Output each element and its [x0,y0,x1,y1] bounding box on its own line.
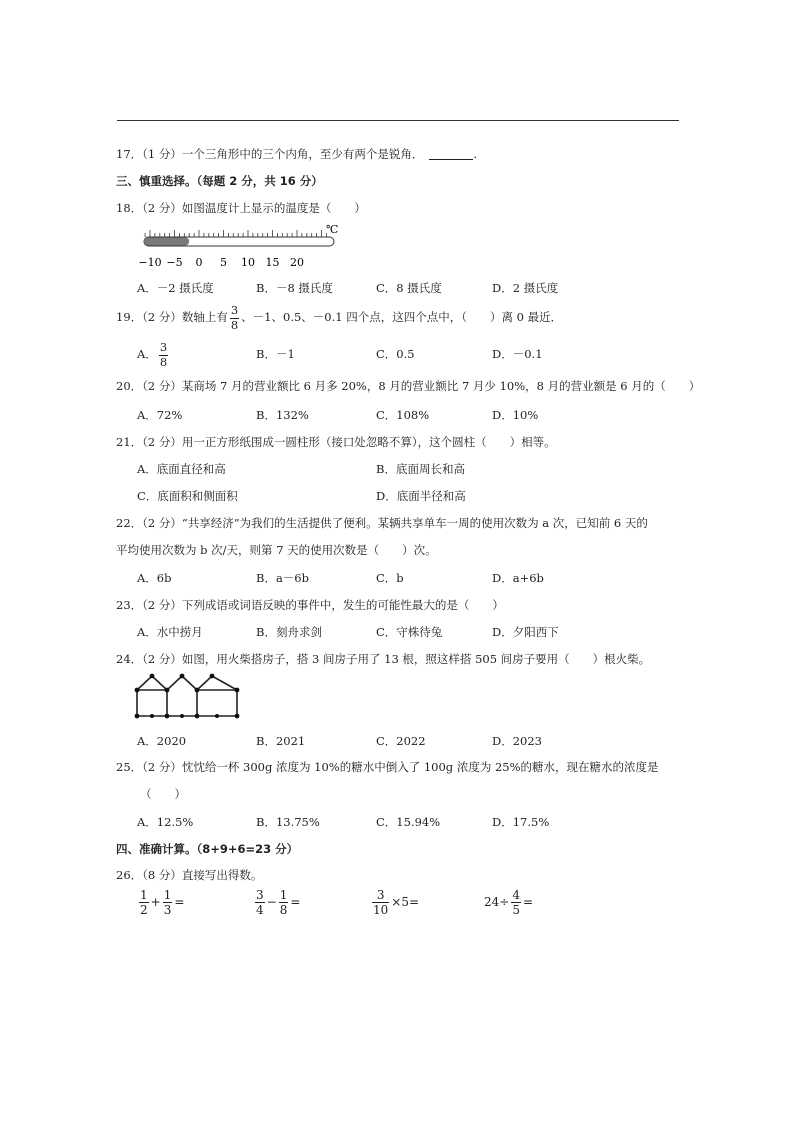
scale-label: −5 [166,256,183,269]
fraction-3-8: $\frac{3}{8}$ [230,303,239,332]
option-19-b[interactable]: B．－1 [256,347,295,361]
option-23-a[interactable]: A．水中捞月 [137,625,203,639]
question-17 [116,146,477,162]
option-23-d[interactable]: D．夕阳西下 [492,625,559,639]
option-18-d[interactable]: D．2 摄氏度 [492,281,559,295]
scale-label: 20 [290,256,304,269]
question-18: 18．（2 分）如图温度计上显示的温度是（ ） [116,201,366,215]
option-24-c[interactable]: C．2022 [376,734,426,748]
option-25-a[interactable]: A．12.5% [137,815,194,829]
option-20-a[interactable]: A．72% [137,408,183,422]
section-3-heading: 三、慎重选择。（每题 2 分，共 16 分） [116,174,323,188]
section-4-heading: 四、准确计算。（8+9+6=23 分） [116,842,299,856]
question-26: 26．（8 分）直接写出得数。 [116,868,263,882]
celsius-unit: ℃ [326,223,339,236]
option-20-d[interactable]: D．10% [492,408,539,422]
option-21-b[interactable]: B．底面周长和高 [376,462,465,476]
option-18-a[interactable]: A．－2 摄氏度 [137,281,214,295]
option-24-b[interactable]: B．2021 [256,734,306,748]
option-22-b[interactable]: B．a－6b [256,571,309,585]
question-25-line-1: 25．（2 分）忱忱给一杯 300g 浓度为 10%的糖水中倒入了 100g 浓度为 25%的糖水，现在糖水的浓度是 [116,760,659,774]
question-20: 20．（2 分）某商场 7 月的营业额比 6 月多 20%，8 月的营业额比 7 月少 10%，8 月的营业额是 6 月的（ ） [116,379,701,393]
option-22-d[interactable]: D．a+6b [492,571,544,585]
question-25-line-2: （ ） [140,787,186,801]
option-21-d[interactable]: D．底面半径和高 [376,489,466,503]
option-23-b[interactable]: B．刻舟求剑 [256,625,322,639]
question-17-text: 17．（1 分）一个三角形中的三个内角，至少有两个是锐角． [116,147,424,161]
calc-expression-3: $\frac{3}{10}$ ×5= [373,888,420,917]
question-24: 24．（2 分）如图，用火柴搭房子，搭 3 间房子用了 13 根，照这样搭 505 间房子要用（ ）根火柴。 [116,652,651,666]
thermometer-figure [134,222,344,274]
option-21-a[interactable]: A．底面直径和高 [137,462,226,476]
scale-label: 10 [241,256,255,269]
question-21: 21．（2 分）用一正方形纸围成一圆柱形（接口处忽略不算），这个圆柱（ ）相等。 [116,435,556,449]
scale-label: −10 [138,256,162,269]
option-18-b[interactable]: B．－8 摄氏度 [256,281,333,295]
calc-expression-4: 24÷ $\frac{4}{5}$ = [484,888,534,917]
option-20-b[interactable]: B．132% [256,408,309,422]
option-22-c[interactable]: C．b [376,571,404,585]
answer-blank[interactable] [429,147,473,160]
scale-label: 5 [220,256,227,269]
option-23-c[interactable]: C．守株待兔 [376,625,443,639]
option-22-a[interactable]: A．6b [137,571,172,585]
option-19-d[interactable]: D．－0.1 [492,347,543,361]
option-25-d[interactable]: D．17.5% [492,815,550,829]
question-19 [116,305,562,331]
scale-label: 15 [265,256,280,269]
option-19-c[interactable]: C．0.5 [376,347,415,361]
option-25-c[interactable]: C．15.94% [376,815,441,829]
calc-expression-2: $\frac{3}{4}$ − $\frac{1}{8}$ = [256,888,301,917]
matchstick-houses-figure [133,672,243,722]
question-19-pre: 19．（2 分）数轴上有 [116,310,228,324]
scale-label: 0 [195,256,203,269]
option-24-a[interactable]: A．2020 [137,734,187,748]
thermometer-scale [138,256,304,269]
option-25-b[interactable]: B．13.75% [256,815,320,829]
option-19-a[interactable]: A． $\frac{3}{8}$ [137,340,168,369]
thermometer-ticks [145,230,326,237]
option-24-d[interactable]: D．2023 [492,734,542,748]
calc-expression-1: $\frac{1}{2}$ + $\frac{1}{3}$ = [140,888,185,917]
question-23: 23．（2 分）下列成语或词语反映的事件中，发生的可能性最大的是（ ） [116,598,504,612]
option-20-c[interactable]: C．108% [376,408,430,422]
header-rule [117,120,679,121]
question-17-end: . [473,147,478,161]
question-19-post: 、－1、0.5、－0.1 四个点，这四个点中，（ ）离 0 最近． [241,310,563,324]
option-18-c[interactable]: C．8 摄氏度 [376,281,442,295]
question-22-line-2: 平均使用次数为 b 次/天，则第 7 天的使用次数是（ ）次。 [116,543,437,557]
question-22-line-1: 22．（2 分）“共享经济”为我们的生活提供了便利。某辆共享单车一周的使用次数为 a 次，已知前 6 天的 [116,516,648,530]
thermometer-mercury [144,238,189,246]
option-21-c[interactable]: C．底面积和侧面积 [137,489,238,503]
